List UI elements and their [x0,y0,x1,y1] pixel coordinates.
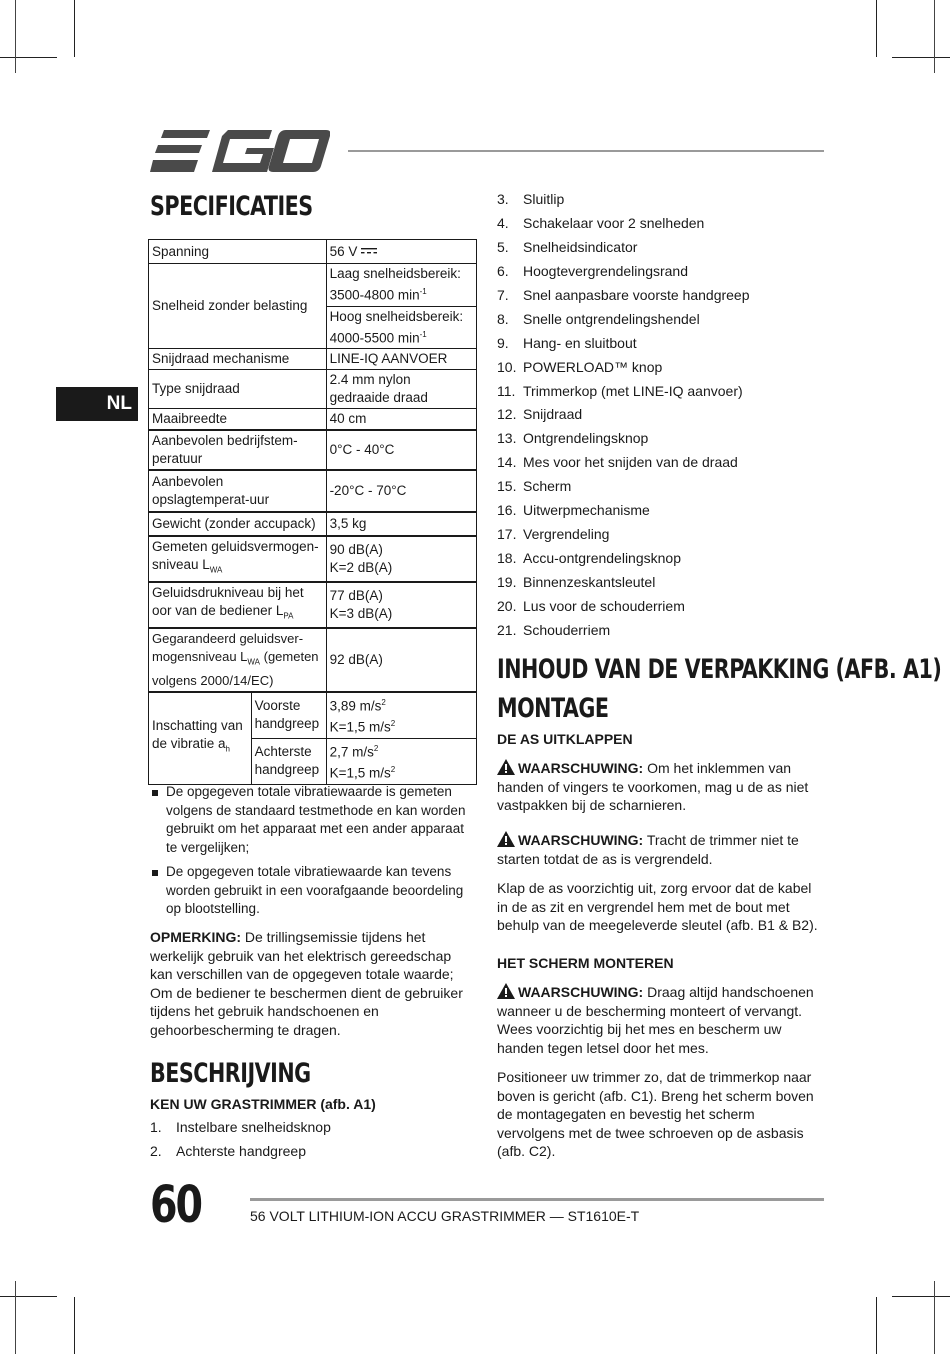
spec-value: 0°C - 40°C [326,430,476,470]
spec-label: Aanbevolen opslagtemperat-uur [149,470,327,512]
table-row [149,512,477,536]
package-contents-title: INHOUD VAN DE VERPAKKING (AFB. A1) [497,655,942,685]
mount-guard-subtitle: HET SCHERM MONTEREN [497,955,674,971]
list-item: 7. Snel aanpasbare voorste handgreep [497,287,750,303]
spec-value: 2.4 mm nylon gedraaide draad [326,370,476,409]
spec-value: 56 V [326,240,476,264]
list-item: 5. Snelheidsindicator [497,239,638,255]
ego-logo [150,130,330,172]
crop-mark [15,0,16,73]
list-item: 13. Ontgrendelingsknop [497,430,649,446]
dc-symbol-icon [361,247,377,255]
spec-label: Inschatting van de vibratie $a_h$ [149,692,252,785]
list-item: 4. Schakelaar voor 2 snelheden [497,215,705,231]
warning-icon [497,831,515,847]
assembly-title: MONTAGE [497,694,609,724]
page-number: 60 [150,1176,202,1235]
spec-value: 90 dB(A) K=2 dB(A) [326,536,476,582]
list-item: 17. Vergrendeling [497,526,610,542]
unfold-shaft-paragraph: Klap de as voorzichtig uit, zorg ervoor dat de kabel in de as zit en vergrendel hem met de bout met behulp van de meegeleverde sleutel (afb. B1 & B2). [497,880,818,933]
spec-value: LINE-IQ AANVOER [326,349,476,370]
spec-label: Gewicht (zonder accupack) [149,512,327,536]
list-item: 21. Schouderriem [497,622,611,638]
crop-mark [876,0,877,57]
spec-label: Gemeten geluidsvermogen-sniveau $L_{WA}$ [149,536,327,582]
spec-label: Geluidsdrukniveau bij het oor van de bediener $L_{PA}$ [149,582,327,628]
note-paragraph: OPMERKING: De trillingsemissie tijdens het werkelijk gebruik van het elektrisch gereedschap kan verschillen van de opgegeven totale waarde; Om de bediener te beschermen dient de gebruiker tijdens het gebruik handschoenen en gehoorbescherming te dragen. [150,929,463,1038]
spec-label: Snelheid zonder belasting [149,264,327,349]
spec-value: Hoog snelheidsbereik: 4000-5500 $\min^{-1}$ [326,306,476,349]
warning-paragraph: WAARSCHUWING: Draag altijd handschoenen wanneer u de bescherming monteert of vervangt. Wees voorzichtig bij het mes en bescherm uw handen tegen letsel door het mes. [497,984,814,1056]
spec-value: 2,7 $m/s^2$ K=1,5 $m/s^2$ [326,738,476,784]
footer-rule [250,1198,824,1201]
specs-table [148,239,477,785]
footer-text: 56 VOLT LITHIUM-ION ACCU GRASTRIMMER — ST1610E-T [250,1208,640,1224]
list-item: 16. Uitwerpmechanisme [497,502,650,518]
warning-paragraph: WAARSCHUWING: Om het inklemmen van handen of vingers te voorkomen, mag u de as niet vastpakken bij de scharnieren. [497,760,809,813]
spec-value: Laag snelheidsbereik: 3500-4800 $\min^{-1}$ [326,264,476,307]
table-row [149,240,477,264]
spec-value: 3,5 kg [326,512,476,536]
table-row [149,582,477,628]
spec-label: Gegarandeerd geluidsver-mogensniveau $L_{WA}$ (gemeten volgens 2000/14/EC) [149,628,327,692]
spec-value: -20°C - 70°C [326,470,476,512]
table-row [149,628,477,692]
list-item: 3. Sluitlip [497,191,565,207]
list-item: 19. Binnenzeskantsleutel [497,574,656,590]
table-row [149,349,477,370]
list-item: 10. POWERLOAD™ knop [497,359,663,375]
description-subtitle: KEN UW GRASTRIMMER (afb. A1) [150,1096,376,1112]
language-tab: NL [56,387,138,421]
list-item: 12. Snijdraad [497,406,583,422]
table-row [149,692,477,739]
spec-label: Snijdraad mechanisme [149,349,327,370]
crop-mark [934,0,935,73]
spec-label: Aanbevolen bedrijfstem-peratuur [149,430,327,470]
header-rule [348,150,824,152]
list-item: 15. Scherm [497,478,572,494]
list-item: 1. Instelbare snelheidsknop [150,1119,331,1135]
list-item: 9. Hang- en sluitbout [497,335,637,351]
mount-guard-paragraph: Positioneer uw trimmer zo, dat de trimmerkop naar boven is gericht (afb. C1). Breng het scherm boven de montagegaten en bevestig het scherm vervolgens met de twee schroeven op de asbasis (afb. C2). [497,1069,814,1159]
spec-value: 92 dB(A) [326,628,476,692]
warning-icon [497,983,515,999]
spec-value: 77 dB(A) K=3 dB(A) [326,582,476,628]
spec-value: 3,89 $m/s^2$ K=1,5 $m/s^2$ [326,692,476,739]
specs-title: SPECIFICATIES [150,192,313,222]
crop-mark [15,1281,16,1354]
crop-mark [876,1297,877,1354]
description-title: BESCHRIJVING [150,1059,311,1089]
table-row [149,470,477,512]
crop-mark [892,1296,950,1297]
crop-mark [0,57,57,58]
table-row [149,264,477,307]
crop-mark [74,1297,75,1354]
crop-mark [892,57,950,58]
vibration-notes [150,783,472,925]
spec-label: Spanning [149,240,327,264]
crop-mark [0,1296,57,1297]
spec-label: Type snijdraad [149,370,327,409]
spec-value: 40 cm [326,409,476,431]
list-item: 20. Lus voor de schouderriem [497,598,685,614]
spec-label: Maaibreedte [149,409,327,431]
warning-paragraph: WAARSCHUWING: Tracht de trimmer niet te starten totdat de as is vergrendeld. [497,832,799,867]
list-item: 18. Accu-ontgrendelingsknop [497,550,681,566]
list-item: 14. Mes voor het snijden van de draad [497,454,738,470]
spec-sublabel: Achterste handgreep [251,738,326,784]
table-row [149,409,477,431]
warning-icon [497,759,515,775]
table-row [149,430,477,470]
list-item: 6. Hoogtevergrendelingsrand [497,263,688,279]
table-row [149,536,477,582]
spec-sublabel: Voorste handgreep [251,692,326,739]
list-item: 2. Achterste handgreep [150,1143,306,1159]
crop-mark [934,1281,935,1354]
bullet-item: De opgegeven totale vibratiewaarde is gemeten volgens de standaard testmethode en kan worden gebruikt om het apparaat met een ander apparaat te vergelijken; [150,783,472,857]
bullet-item: De opgegeven totale vibratiewaarde kan tevens worden gebruikt in een voorafgaande beoordeling op blootstelling. [150,863,472,919]
list-item: 11. Trimmerkop (met LINE-IQ aanvoer) [497,383,743,399]
list-item: 8. Snelle ontgrendelingshendel [497,311,700,327]
crop-mark [74,0,75,57]
table-row [149,370,477,409]
unfold-shaft-subtitle: DE AS UITKLAPPEN [497,731,633,747]
